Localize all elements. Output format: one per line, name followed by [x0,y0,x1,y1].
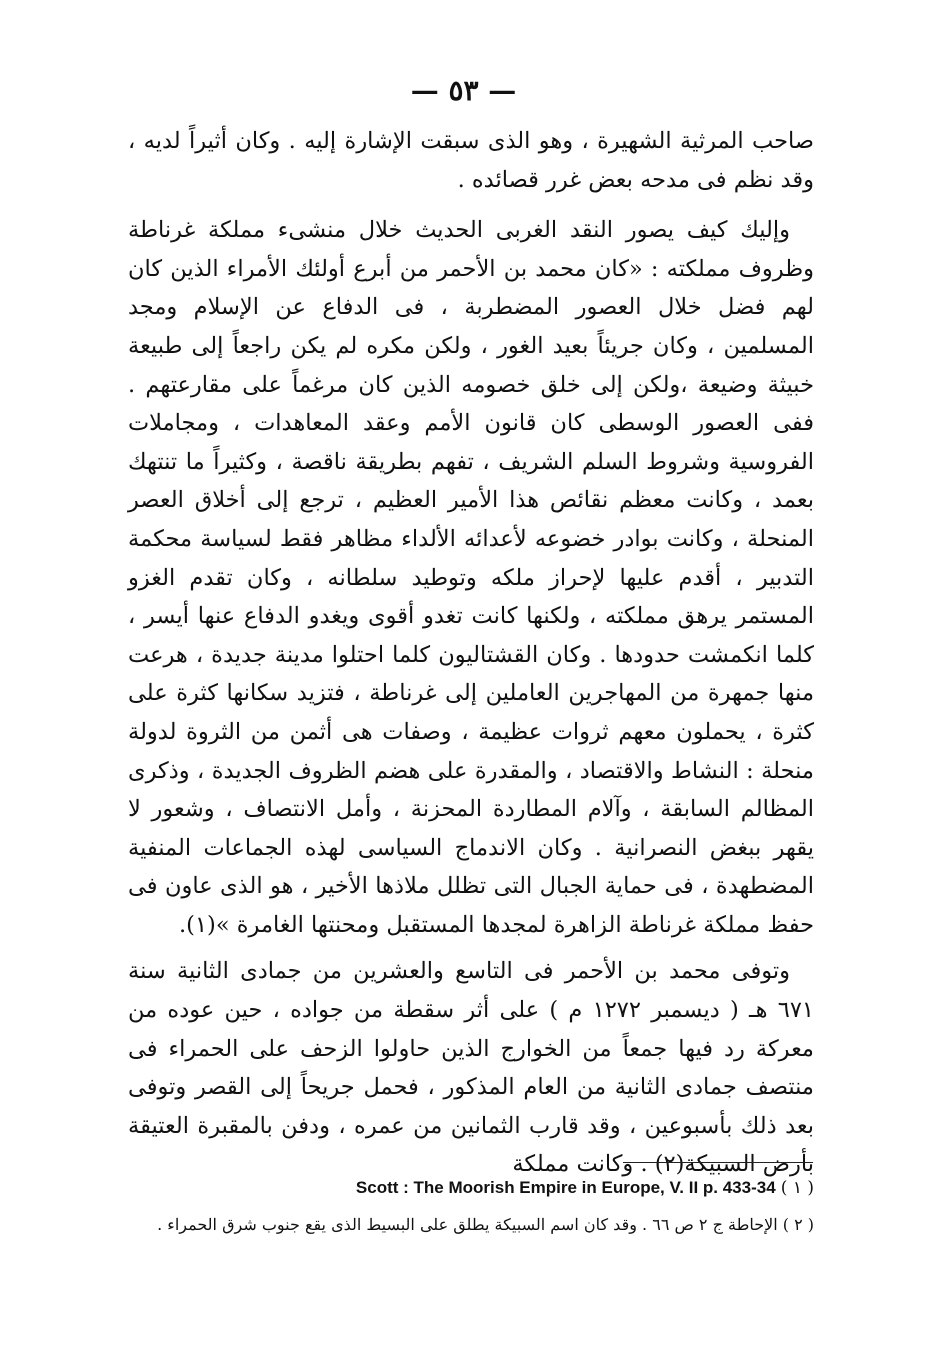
footnote-2: ( ٢ ) الإحاطة ج ٢ ص ٦٦ . وقد كان اسم السبيكة يطلق على البسيط الذى يقع جنوب شرق الحمراء . [157,1215,814,1234]
footnote-divider [623,1162,813,1163]
footnote-1-text: Scott : The Moorish Empire in Europe, V. II p. 433-34 [355,1178,776,1197]
body-text [128,122,814,1184]
footnote-1-marker: ( ١ ) [780,1178,814,1198]
paragraph: وإليك كيف يصور النقد الغربى الحديث خلال منشىء مملكة غرناطة وظروف مملكته : «كان محمد بن الأحمر من أبرع أولئك الأمراء الذين كان لهم فضل خلال العصور المضطربة ، فى الدفاع عن الإسلام ومجد المسلمين ، وكان جريئاً بعيد الغور ، ولكن مكره لم يكن راجعاً إلى طبيعة خبيثة وضيعة ،ولكن إلى خلق خصومه الذين كان مرغماً على مقارعتهم . ففى العصور الوسطى كان قانون الأمم وعقد المعاهدات ، ومجاملات الفروسية وشروط السلم الشريف ، تفهم بطريقة ناقصة ، وكثيراً ما تنتهك بعمد ، وكانت معظم نقائص هذا الأمير العظيم ، ترجع إلى أخلاق العصر المنحلة ، وكانت بوادر خضوعه لأعدائه الألداء مظاهر فقط لسياسة محكمة التدبير ، أقدم عليها لإحراز ملكه وتوطيد سلطانه ، وكان تقدم الغزو المستمر يرهق مملكته ، ولكنها كانت تغدو أقوى ويغدو الدفاع عنها أيسر ، كلما انكمشت حدودها . وكان القشتاليون كلما احتلوا مدينة جديدة ، هرعت منها جمهرة من المهاجرين العاملين إلى غرناطة ، فتزيد سكانها كثرة على كثرة ، يحملون معهم ثروات عظيمة ، وصفات هى أثمن من الثروة لدولة منحلة : النشاط والاقتصاد ، والمقدرة على هضم الظروف الجديدة ، وذكرى المظالم السابقة ، وآلام المطاردة المحزنة ، وأمل الانتصاف ، وشعور لا يقهر ببغض النصرانية . وكان الاندماج السياسى لهذه الجماعات المنفية المضطهدة ، فى حماية الجبال التى تظلل ملاذها الأخير ، هو الذى عاون فى حفظ مملكة غرناطة الزاهرة لمجدها المستقبل ومحنتها الغامرة »(١). [128,217,815,938]
paragraph: صاحب المرثية الشهيرة ، وهو الذى سبقت الإشارة إليه . وكان أثيراً لديه ، وقد نظم فى مدحه بعض غرر قصائده . [128,128,814,193]
footnote-1 [128,1178,814,1198]
paragraph: وتوفى محمد بن الأحمر فى التاسع والعشرين من جمادى الثانية سنة ٦٧١ هـ ( ديسمبر ١٢٧٢ م ) على أثر سقطة من جواده ، حين عوده من معركة رد فيها جمعاً من الخوارج الذين حاولوا الزحف على الحمراء فى منتصف جمادى الثانية من العام المذكور ، فحمل جريحاً إلى القصر وتوفى بعد ذلك بأسبوعين ، وقد قارب الثمانين من عمره ، ودفن بالمقبرة العتيقة بأرض السبيكة(٢) . وكانت مملكة [128,958,814,1178]
page-number: — ٥٣ — [410,74,517,107]
